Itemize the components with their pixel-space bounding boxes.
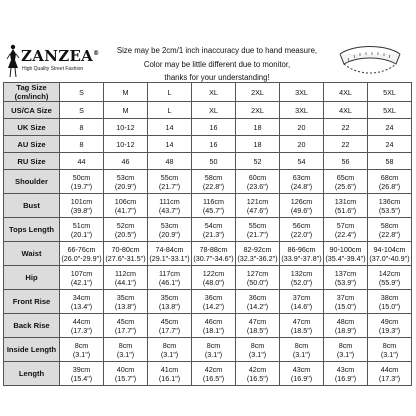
inch-value: (22.4"): [334, 229, 357, 239]
size-cell: 3XL: [280, 83, 324, 102]
measurement-cell: [192, 266, 236, 290]
size-cell: 3XL: [280, 102, 324, 119]
measurement-cell: [60, 170, 104, 194]
inch-value: (33.9"-37.8"): [281, 253, 322, 263]
measurement-row: [4, 266, 412, 290]
row-label: Shoulder: [4, 170, 60, 194]
notice-line: thanks for your understanding!: [164, 73, 270, 82]
size-cell: 16: [192, 119, 236, 136]
size-cell: 44: [60, 153, 104, 170]
size-row: [4, 83, 412, 102]
measurement-cell: [324, 170, 368, 194]
cm-value: 121cm: [246, 196, 269, 206]
measurement-cell: [148, 266, 192, 290]
cm-value: 39cm: [72, 364, 91, 374]
size-cell: 24: [368, 136, 412, 153]
cm-value: 37cm: [292, 292, 311, 302]
cm-value: 8cm: [382, 340, 397, 350]
cm-value: 86-96cm: [287, 244, 316, 254]
inch-value: (25.6"): [334, 181, 357, 191]
measurement-cell: [368, 290, 412, 314]
size-cell: 52: [236, 153, 280, 170]
size-cell: 14: [148, 136, 192, 153]
inch-value: (3.1"): [292, 349, 311, 359]
cm-value: 142cm: [378, 268, 401, 278]
cm-value: 8cm: [118, 340, 133, 350]
measurement-cell: [192, 242, 236, 266]
cm-value: 45cm: [116, 316, 135, 326]
cm-value: 53cm: [116, 172, 135, 182]
cm-value: 132cm: [290, 268, 313, 278]
measurement-cell: [236, 362, 280, 386]
inch-value: (45.7"): [202, 205, 225, 215]
size-cell: 8: [60, 136, 104, 153]
inch-value: (32.3"-36.2"): [237, 253, 278, 263]
inch-value: (29.1"-33.1"): [149, 253, 190, 263]
cm-value: 127cm: [246, 268, 269, 278]
measurement-cell: [192, 194, 236, 218]
cm-value: 47cm: [248, 316, 267, 326]
size-cell: 22: [324, 119, 368, 136]
cm-value: 35cm: [160, 292, 179, 302]
measurement-row: [4, 242, 412, 266]
cm-value: 90-100cm: [329, 244, 362, 254]
cm-value: 47cm: [292, 316, 311, 326]
size-cell: M: [104, 102, 148, 119]
cm-value: 94-104cm: [373, 244, 406, 254]
cm-value: 58cm: [204, 172, 223, 182]
inch-value: (20.9"): [158, 229, 181, 239]
cm-value: 8cm: [294, 340, 309, 350]
inch-value: (37.0"-40.9"): [369, 253, 410, 263]
inch-value: (19.7"): [70, 181, 93, 191]
inch-value: (17.7"): [114, 325, 137, 335]
size-cell: 56: [324, 153, 368, 170]
inch-value: (18.5"): [290, 325, 313, 335]
woman-silhouette-icon: [6, 44, 20, 78]
cm-value: 63cm: [292, 172, 311, 182]
cm-value: 46cm: [204, 316, 223, 326]
size-cell: 46: [104, 153, 148, 170]
inch-value: (22.0"): [290, 229, 313, 239]
inch-value: (3.1"): [380, 349, 399, 359]
size-cell: L: [148, 83, 192, 102]
measurement-cell: [192, 290, 236, 314]
measurement-cell: [104, 242, 148, 266]
measurement-cell: [104, 194, 148, 218]
row-label: UK Size: [4, 119, 60, 136]
measurement-row: [4, 290, 412, 314]
cm-value: 41cm: [160, 364, 179, 374]
cm-value: 43cm: [292, 364, 311, 374]
cm-value: 66-76cm: [67, 244, 96, 254]
measurement-cell: [368, 338, 412, 362]
inch-value: (3.1"): [116, 349, 135, 359]
inch-value: (3.1"): [248, 349, 267, 359]
measurement-cell: [148, 218, 192, 242]
measurement-cell: [280, 338, 324, 362]
cm-value: 8cm: [162, 340, 177, 350]
inch-value: (22.8"): [378, 229, 401, 239]
measurement-cell: [368, 170, 412, 194]
measurement-cell: [280, 170, 324, 194]
cm-value: 50cm: [72, 172, 91, 182]
measurement-cell: [148, 362, 192, 386]
measurement-cell: [236, 290, 280, 314]
cm-value: 45cm: [160, 316, 179, 326]
size-cell: XL: [192, 102, 236, 119]
measuring-tape-icon: [334, 40, 406, 84]
inch-value: (3.1"): [72, 349, 91, 359]
inch-value: (17.3"): [70, 325, 93, 335]
size-row: [4, 102, 412, 119]
size-cell: 2XL: [236, 83, 280, 102]
measurement-row: [4, 170, 412, 194]
size-cell: 10-12: [104, 119, 148, 136]
measurement-cell: [104, 290, 148, 314]
measurement-row: [4, 314, 412, 338]
brand-name: [21, 47, 99, 65]
row-label: Front Rise: [4, 290, 60, 314]
cm-value: 82-92cm: [243, 244, 272, 254]
measurement-cell: [104, 170, 148, 194]
inch-value: (39.8"): [70, 205, 93, 215]
measurement-cell: [368, 194, 412, 218]
cm-value: 37cm: [336, 292, 355, 302]
inch-value: (23.6"): [246, 181, 269, 191]
cm-value: 107cm: [70, 268, 93, 278]
row-label: US/CA Size: [4, 102, 60, 119]
inch-value: (14.6"): [290, 301, 313, 311]
size-cell: 54: [280, 153, 324, 170]
inch-value: (15.0"): [334, 301, 357, 311]
inch-value: (20.9"): [114, 181, 137, 191]
measurement-cell: [280, 314, 324, 338]
cm-value: 34cm: [72, 292, 91, 302]
inch-value: (46.1"): [158, 277, 181, 287]
inch-value: (16.9"): [290, 373, 313, 383]
inch-value: (19.3"): [378, 325, 401, 335]
size-cell: 58: [368, 153, 412, 170]
cm-value: 44cm: [380, 364, 399, 374]
size-cell: 8: [60, 119, 104, 136]
inch-value: (48.0"): [202, 277, 225, 287]
inch-value: (13.8"): [114, 301, 137, 311]
size-row: [4, 119, 412, 136]
measurement-cell: [368, 314, 412, 338]
cm-value: 131cm: [334, 196, 357, 206]
cm-value: 44cm: [72, 316, 91, 326]
size-cell: M: [104, 83, 148, 102]
row-label: AU Size: [4, 136, 60, 153]
inch-value: (14.2"): [246, 301, 269, 311]
measurement-row: [4, 362, 412, 386]
measurement-cell: [104, 314, 148, 338]
measurement-cell: [104, 362, 148, 386]
inch-value: (51.6"): [334, 205, 357, 215]
size-cell: 5XL: [368, 83, 412, 102]
inch-value: (21.7"): [158, 181, 181, 191]
inch-value: (3.1"): [336, 349, 355, 359]
measurement-cell: [236, 218, 280, 242]
size-cell: S: [60, 83, 104, 102]
registered-mark: ®: [93, 50, 100, 57]
size-cell: 2XL: [236, 102, 280, 119]
cm-value: 8cm: [338, 340, 353, 350]
measurement-cell: [324, 290, 368, 314]
measurement-cell: [192, 170, 236, 194]
inch-value: (50.0"): [246, 277, 269, 287]
inch-value: (3.1"): [160, 349, 179, 359]
inch-value: (18.1"): [202, 325, 225, 335]
cm-value: 42cm: [204, 364, 223, 374]
cm-value: 55cm: [160, 172, 179, 182]
size-row: [4, 153, 412, 170]
measurement-cell: [192, 362, 236, 386]
size-cell: 48: [148, 153, 192, 170]
inch-value: (16.1"): [158, 373, 181, 383]
inch-value: (42.1"): [70, 277, 93, 287]
inch-value: (3.1"): [204, 349, 223, 359]
inch-value: (24.8"): [290, 181, 313, 191]
measurement-row: [4, 338, 412, 362]
inch-value: (13.8"): [158, 301, 181, 311]
inch-value: (20.5"): [114, 229, 137, 239]
measurement-cell: [236, 194, 280, 218]
measurement-cell: [104, 218, 148, 242]
inch-value: (13.4"): [70, 301, 93, 311]
cm-value: 58cm: [380, 220, 399, 230]
inch-value: (16.5"): [202, 373, 225, 383]
row-label: Hip: [4, 266, 60, 290]
measurement-cell: [148, 290, 192, 314]
inch-value: (15.4"): [70, 373, 93, 383]
brand-text: ZANZEA: [21, 47, 94, 65]
inch-value: (17.7"): [158, 325, 181, 335]
cm-value: 51cm: [72, 220, 91, 230]
size-cell: 50: [192, 153, 236, 170]
cm-value: 43cm: [336, 364, 355, 374]
cm-value: 36cm: [204, 292, 223, 302]
cm-value: 136cm: [378, 196, 401, 206]
notice-line: Size may be 2cm/1 inch inaccuracy due to hand measure,: [116, 46, 318, 55]
brand-logo: [6, 44, 98, 84]
cm-value: 36cm: [248, 292, 267, 302]
cm-value: 65cm: [336, 172, 355, 182]
size-cell: 24: [368, 119, 412, 136]
measurement-cell: [280, 362, 324, 386]
cm-value: 56cm: [292, 220, 311, 230]
cm-value: 78-88cm: [199, 244, 228, 254]
cm-value: 40cm: [116, 364, 135, 374]
inch-value: (47.6"): [246, 205, 269, 215]
measurement-cell: [236, 314, 280, 338]
measurement-cell: [236, 242, 280, 266]
measurement-cell: [60, 314, 104, 338]
measurement-cell: [280, 242, 324, 266]
inch-value: (55.9"): [378, 277, 401, 287]
measurement-cell: [60, 218, 104, 242]
measurement-cell: [60, 266, 104, 290]
measurement-cell: [280, 290, 324, 314]
cm-value: 106cm: [114, 196, 137, 206]
cm-value: 111cm: [159, 196, 180, 206]
size-cell: 20: [280, 119, 324, 136]
measurement-cell: [192, 218, 236, 242]
inch-value: (53.5"): [378, 205, 401, 215]
inch-value: (15.0"): [378, 301, 401, 311]
measurement-cell: [280, 218, 324, 242]
measurement-cell: [236, 266, 280, 290]
measurement-cell: [192, 338, 236, 362]
measurement-row: [4, 194, 412, 218]
measurement-cell: [324, 266, 368, 290]
measurement-cell: [324, 242, 368, 266]
inch-value: (20.1"): [70, 229, 93, 239]
row-label: Inside Length: [4, 338, 60, 362]
cm-value: 57cm: [336, 220, 355, 230]
measurement-cell: [148, 242, 192, 266]
measurement-cell: [324, 362, 368, 386]
cm-value: 49cm: [380, 316, 399, 326]
cm-value: 38cm: [380, 292, 399, 302]
inch-value: (21.3"): [202, 229, 225, 239]
measurement-cell: [60, 290, 104, 314]
measurement-cell: [324, 218, 368, 242]
cm-value: 60cm: [248, 172, 267, 182]
inch-value: (41.7"): [114, 205, 137, 215]
size-notice: [108, 44, 326, 85]
cm-value: 53cm: [160, 220, 179, 230]
measurement-cell: [324, 338, 368, 362]
cm-value: 137cm: [334, 268, 357, 278]
measurement-cell: [236, 338, 280, 362]
size-cell: L: [148, 102, 192, 119]
row-label: Waist: [4, 242, 60, 266]
notice-line: Color may be little different due to monitor,: [143, 59, 291, 69]
inch-value: (27.6"-31.5"): [105, 253, 146, 263]
measurement-cell: [280, 266, 324, 290]
measurement-cell: [324, 314, 368, 338]
measurement-cell: [324, 194, 368, 218]
measurement-cell: [148, 338, 192, 362]
measurement-cell: [192, 314, 236, 338]
inch-value: (17.3"): [378, 373, 401, 383]
inch-value: (22.8"): [202, 181, 225, 191]
inch-value: (43.7"): [158, 205, 181, 215]
measurement-cell: [368, 266, 412, 290]
inch-value: (16.5"): [246, 373, 269, 383]
measurement-cell: [60, 338, 104, 362]
size-cell: 18: [236, 136, 280, 153]
cm-value: 74-84cm: [155, 244, 184, 254]
measurement-cell: [104, 266, 148, 290]
cm-value: 8cm: [206, 340, 221, 350]
measurement-cell: [60, 242, 104, 266]
cm-value: 8cm: [74, 340, 89, 350]
size-cell: 20: [280, 136, 324, 153]
size-cell: 22: [324, 136, 368, 153]
inch-value: (14.2"): [202, 301, 225, 311]
inch-value: (30.7"-34.6"): [193, 253, 234, 263]
cm-value: 101cm: [70, 196, 93, 206]
cm-value: 52cm: [116, 220, 135, 230]
size-chart-table: [3, 82, 412, 386]
cm-value: 112cm: [114, 268, 137, 278]
measurement-cell: [368, 218, 412, 242]
inch-value: (18.5"): [246, 325, 269, 335]
cm-value: 48cm: [336, 316, 355, 326]
size-cell: S: [60, 102, 104, 119]
measurement-row: [4, 218, 412, 242]
inch-value: (16.9"): [334, 373, 357, 383]
size-cell: XL: [192, 83, 236, 102]
measurement-cell: [148, 194, 192, 218]
size-row: [4, 136, 412, 153]
measurement-cell: [236, 170, 280, 194]
measurement-cell: [104, 338, 148, 362]
row-label: Back Rise: [4, 314, 60, 338]
cm-value: 42cm: [248, 364, 267, 374]
cm-value: 55cm: [248, 220, 267, 230]
row-label: Tops Length: [4, 218, 60, 242]
row-label: Length: [4, 362, 60, 386]
size-cell: 5XL: [368, 102, 412, 119]
row-label: Bust: [4, 194, 60, 218]
inch-value: (18.9"): [334, 325, 357, 335]
measurement-cell: [60, 194, 104, 218]
inch-value: (52.0"): [290, 277, 313, 287]
size-cell: 18: [236, 119, 280, 136]
inch-value: (53.9"): [334, 277, 357, 287]
row-label: RU Size: [4, 153, 60, 170]
row-label: Tag Size (cm/inch): [4, 83, 60, 102]
inch-value: (26.8"): [378, 181, 401, 191]
inch-value: (35.4"-39.4"): [325, 253, 366, 263]
cm-value: 117cm: [158, 268, 181, 278]
inch-value: (21.7"): [246, 229, 269, 239]
inch-value: (15.7"): [114, 373, 137, 383]
size-cell: 4XL: [324, 83, 368, 102]
size-cell: 14: [148, 119, 192, 136]
measurement-cell: [60, 362, 104, 386]
size-cell: 4XL: [324, 102, 368, 119]
inch-value: (44.1"): [114, 277, 137, 287]
size-cell: 16: [192, 136, 236, 153]
cm-value: 68cm: [380, 172, 399, 182]
measurement-cell: [148, 170, 192, 194]
cm-value: 54cm: [204, 220, 223, 230]
inch-value: (49.6"): [290, 205, 313, 215]
inch-value: (26.0"-29.9"): [61, 253, 102, 263]
measurement-cell: [368, 362, 412, 386]
cm-value: 116cm: [202, 196, 225, 206]
measurement-cell: [368, 242, 412, 266]
measurement-cell: [280, 194, 324, 218]
cm-value: 70-80cm: [111, 244, 140, 254]
cm-value: 8cm: [250, 340, 265, 350]
cm-value: 122cm: [202, 268, 225, 278]
size-cell: 10-12: [104, 136, 148, 153]
cm-value: 126cm: [290, 196, 313, 206]
measurement-cell: [148, 314, 192, 338]
cm-value: 35cm: [116, 292, 135, 302]
brand-tagline: High Quality Street Fashion: [22, 66, 84, 72]
